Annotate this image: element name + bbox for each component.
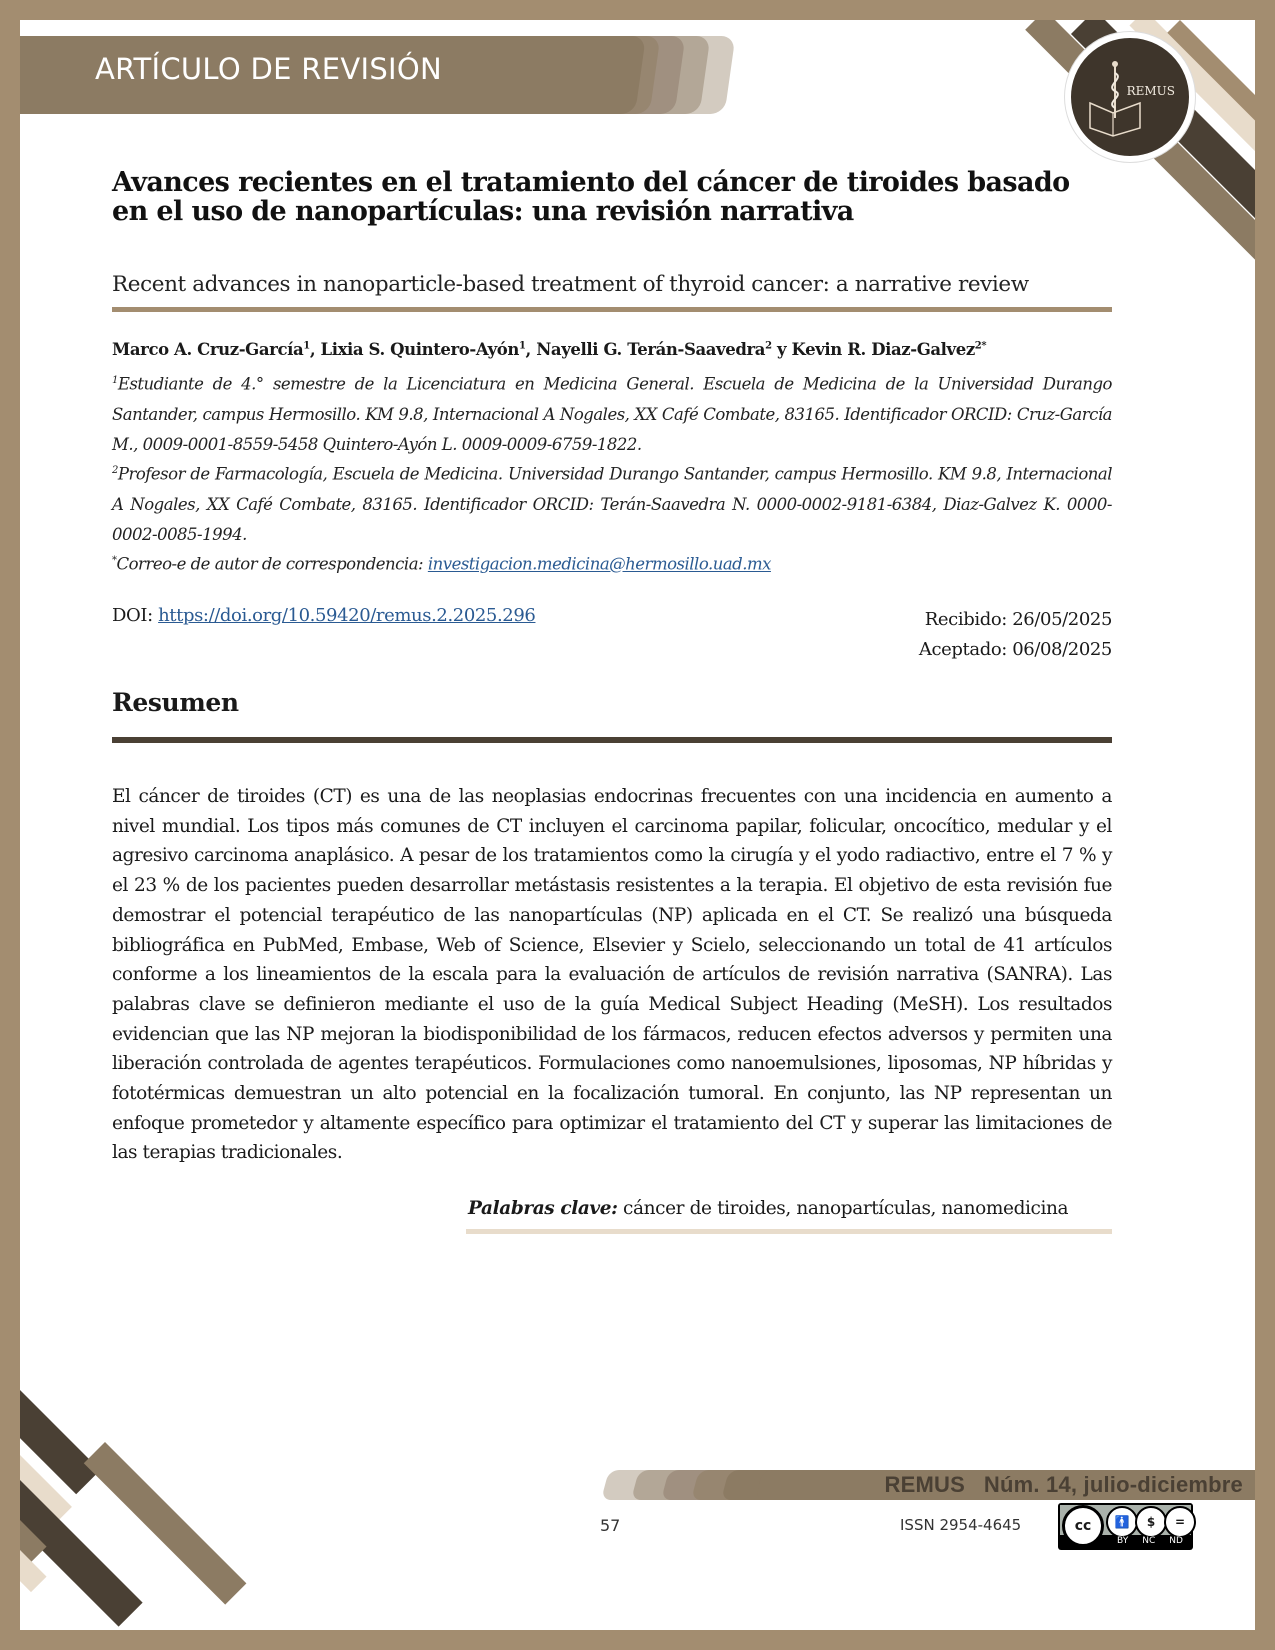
cc-icon: cc (1062, 1505, 1104, 1547)
separator: y (771, 340, 792, 359)
footer-banner (605, 1470, 1255, 1500)
page (20, 20, 1255, 1630)
affiliation-sup: 1 (112, 375, 118, 386)
correspondence-label: Correo-e de autor de correspondencia: (116, 554, 428, 574)
divider (112, 307, 1112, 312)
issn: ISSN 2954-4645 (900, 1516, 1022, 1534)
author-name: Nayelli G. Terán-Saavedra (536, 340, 766, 359)
license-by: BY (1117, 1536, 1129, 1546)
banner-fill (20, 36, 60, 114)
correspondence-sup: * (112, 555, 117, 566)
dates (919, 605, 1112, 665)
author-sup: 2 (765, 340, 772, 352)
section-label: ARTÍCULO DE REVISIÓN (95, 52, 443, 86)
correspondence (112, 546, 1112, 580)
affiliation-1 (112, 366, 1112, 460)
correspondence-email-link[interactable]: investigacion.medicina@hermosillo.uad.mx (427, 554, 771, 574)
affiliation-text: Estudiante de 4.° semestre de la Licenciatura en Medicina General. Escuela de Medicina de la Universidad Durango Santander, campus Hermosillo. KM 9.8, Internacional A Nogales, XX Café Combate, 83165. Identificador ORCID: Cruz-García M., 0009-0001-8559-5458 Quintero-Ayón L. 0009-0009-6759-1822. (112, 374, 1112, 454)
accepted-date: Aceptado: 06/08/2025 (918, 639, 1112, 660)
divider (112, 737, 1112, 743)
license-labels (1110, 1536, 1190, 1546)
author-sup: 1 (518, 340, 526, 352)
abstract-heading: Resumen (112, 688, 239, 717)
license-nc: NC (1142, 1536, 1156, 1546)
author-sup: 1 (303, 340, 310, 352)
doi-label: DOI: (112, 605, 159, 626)
doi-link[interactable]: https://doi.org/10.59420/remus.2.2025.296 (158, 605, 536, 626)
author-list (112, 340, 1112, 359)
cc-license-badge[interactable] (1058, 1503, 1193, 1550)
author-sup: 2* (974, 340, 987, 352)
affiliation-2 (112, 456, 1112, 550)
keywords (468, 1198, 1112, 1219)
by-person-icon: 🚹 (1106, 1506, 1138, 1538)
affiliation-sup: 2 (112, 465, 118, 476)
separator: , (525, 340, 537, 359)
section-banner (20, 36, 840, 114)
received-date: Recibido: 26/05/2025 (924, 609, 1112, 630)
logo-text: REMUS (1126, 84, 1175, 98)
author-name: Lixia S. Quintero-Ayón (320, 340, 519, 359)
nc-no-dollar-icon: $ (1135, 1506, 1167, 1538)
affiliation-text: Profesor de Farmacología, Escuela de Medicina. Universidad Durango Santander, campus Hermosillo. KM 9.8, Internacional A Nogales, XX Café Combate, 83165. Identificador ORCID: Terán-Saavedra N. 0000-0002-9181-6384, Diaz-Galvez K. 0000-0002-0085-1994. (112, 464, 1112, 544)
separator: , (309, 340, 321, 359)
author-name: Marco A. Cruz-García (112, 340, 304, 359)
keywords-label: Palabras clave: (468, 1198, 618, 1219)
page-number: 57 (600, 1516, 621, 1535)
author-name: Kevin R. Diaz-Galvez (791, 340, 975, 359)
journal-issue: REMUS Núm. 14, julio-diciembre (884, 1472, 1243, 1497)
nd-equals-icon: = (1164, 1506, 1196, 1538)
article-title: Avances recientes en el tratamiento del cáncer de tiroides basado en el uso de nanopartículas: una revisión narrativa (112, 167, 1070, 227)
divider (466, 1229, 1112, 1234)
article-subtitle: Recent advances in nanoparticle-based treatment of thyroid cancer: a narrative review (112, 272, 1029, 297)
license-nd: ND (1169, 1536, 1183, 1546)
keywords-value: cáncer de tiroides, nanopartículas, nanomedicina (617, 1198, 1069, 1219)
remus-logo (1065, 32, 1195, 162)
abstract-text: El cáncer de tiroides (CT) es una de las neoplasias endocrinas frecuentes con una incidencia en aumento a nivel mundial. Los tipos más comunes de CT incluyen el carcinoma papilar, folicular, oncocítico, medular y el agresivo carcinoma anaplásico. A pesar de los tratamientos como la cirugía y el yodo radiactivo, entre el 7 % y el 23 % de los pacientes pueden desarrollar metástasis resistentes a la terapia. El objetivo de esta revisión fue demostrar el potencial terapéutico de las nanopartículas (NP) aplicada en el CT. Se realizó una búsqueda bibliográfica en PubMed, Embase, Web of Science, Elsevier y Scielo, seleccionando un total de 41 artículos conforme a los lineamientos de la escala para la evaluación de artículos de revisión narrativa (SANRA). Las palabras clave se definieron mediante el uso de la guía Medical Subject Heading (MeSH). Los resultados evidencian que las NP mejoran la biodisponibilidad de los fármacos, reducen efectos adversos y permiten una liberación controlada de agentes terapéuticos. Formulaciones como nanoemulsiones, liposomas, NP híbridas y fototérmicas demuestran un alto potencial en la focalización tumoral. En conjunto, las NP representan un enfoque prometedor y altamente específico para optimizar el tratamiento del CT y superar las limitaciones de las terapias tradicionales. (112, 786, 1112, 1164)
book-caduceus-icon (1085, 58, 1145, 138)
